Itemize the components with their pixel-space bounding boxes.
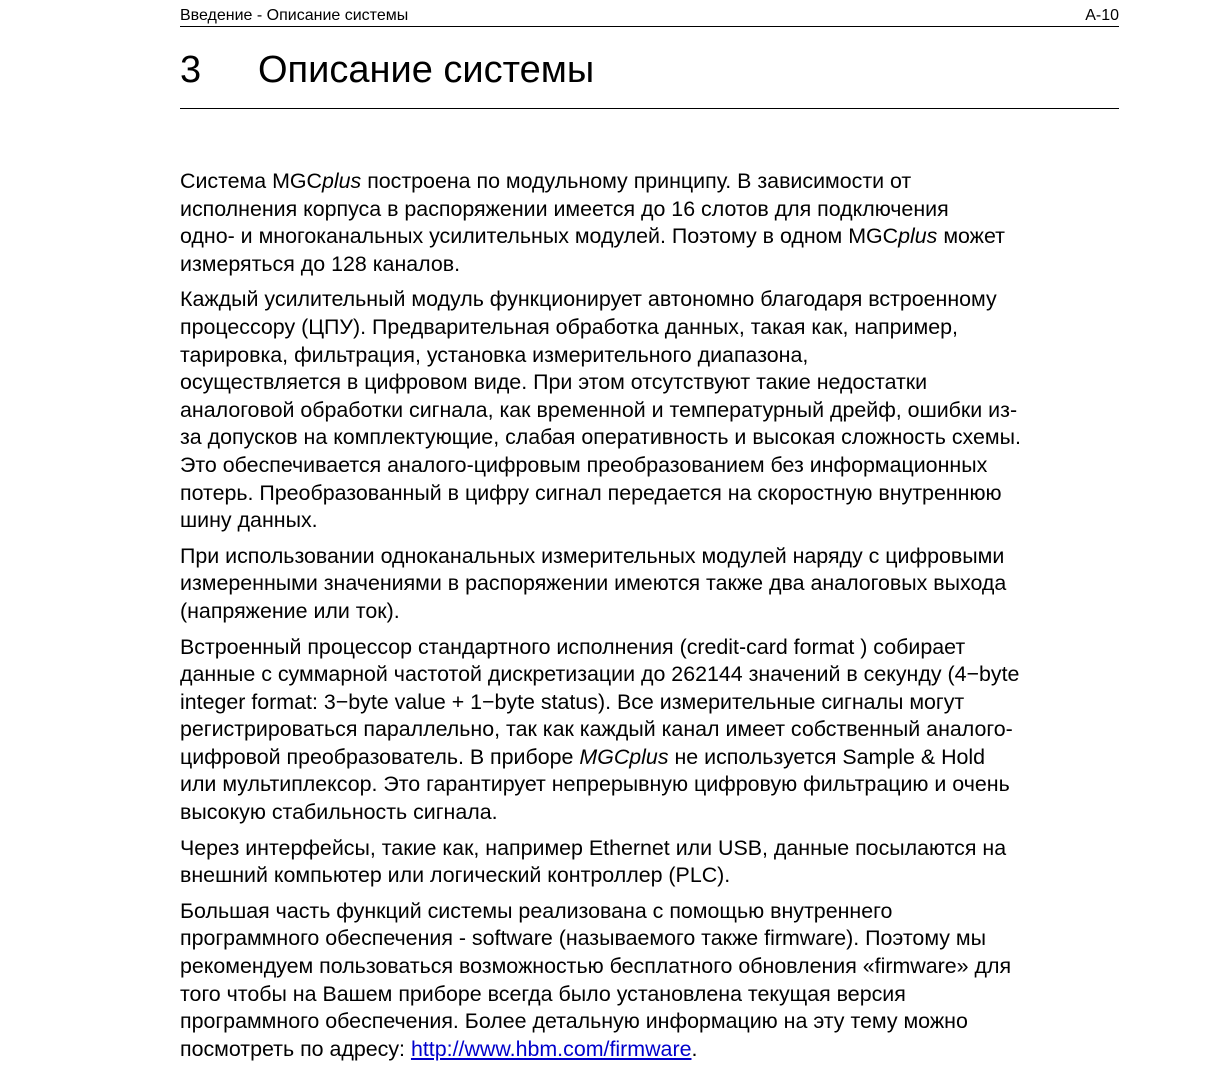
text-line: внешний компьютер или логический контроллер (PLC). <box>180 863 731 888</box>
text-line: высокую стабильность сигнала. <box>180 800 498 825</box>
chapter-title <box>180 44 1119 109</box>
text-line: тарировка, фильтрация, установка измерительного диапазона, <box>180 342 809 367</box>
text-line: Встроенный процессор стандартного исполнения (credit-card format ) собирает <box>180 634 966 659</box>
text-line: Большая часть функций системы реализована с помощью внутреннего <box>180 898 893 923</box>
chapter-title-text: Описание системы <box>258 49 595 91</box>
text-line <box>180 1036 1140 1064</box>
text-segment: построена по модульному принципу. В зависимости от <box>361 169 912 193</box>
paragraph-3 <box>180 543 1140 626</box>
body-text <box>180 168 1140 1071</box>
firmware-link[interactable]: http://www.hbm.com/firmware <box>410 1036 692 1061</box>
paragraph-4 <box>180 634 1140 827</box>
paragraph-6 <box>180 898 1140 1064</box>
text-segment: может <box>937 224 1005 249</box>
page-header <box>180 6 1119 27</box>
chapter-number: 3 <box>180 49 202 91</box>
text-line <box>180 223 1140 251</box>
text-line <box>180 744 1140 772</box>
text-line: измеренными значениями в распоряжении имеются также два аналоговых выхода <box>180 571 1007 596</box>
text-segment: . <box>691 1036 698 1061</box>
paragraph-5 <box>180 835 1140 890</box>
text-line: integer format: 3−byte value + 1−byte status). Все измерительные сигналы могут <box>180 689 965 714</box>
paragraph-1 <box>180 168 1140 278</box>
text-line: программного обеспечения. Более детальную информацию на эту тему можно <box>180 1009 968 1034</box>
text-line: При использовании одноканальных измерительных модулей наряду с цифровыми <box>180 543 1005 568</box>
text-segment-italic: plus <box>322 169 362 193</box>
text-segment: Система MGC <box>180 169 322 193</box>
text-segment: посмотреть по адресу: <box>180 1036 411 1061</box>
text-line: процессору (ЦПУ). Предварительная обработка данных, такая как, например, <box>180 314 958 339</box>
text-line: измеряться до 128 каналов. <box>180 251 461 276</box>
text-segment: цифровой преобразователь. В приборе <box>180 744 580 769</box>
text-line: того чтобы на Вашем приборе всегда было установлена текущая версия <box>180 981 906 1006</box>
text-line: Это обеспечивается аналого-цифровым преобразованием без информационных <box>180 452 988 477</box>
text-segment: не используется Sample & Hold <box>668 744 986 769</box>
text-line <box>180 168 1140 196</box>
text-line: шину данных. <box>180 508 318 533</box>
text-line: осуществляется в цифровом виде. При этом отсутствуют такие недостатки <box>180 370 928 395</box>
text-line: регистрироваться параллельно, так как каждый канал имеет собственный аналого- <box>180 717 1013 742</box>
text-segment-italic: plus <box>898 224 938 249</box>
text-line: исполнения корпуса в распоряжении имеется до 16 слотов для подключения <box>180 196 949 221</box>
text-line: потерь. Преобразованный в цифру сигнал передается на скоростную внутреннюю <box>180 480 1002 505</box>
text-line: Каждый усилительный модуль функционирует автономно благодаря встроенному <box>180 287 997 312</box>
text-segment-italic: MGCplus <box>579 744 669 769</box>
text-line: программного обеспечения - software (называемого также firmware). Поэтому мы <box>180 926 986 951</box>
text-line: Через интерфейсы, такие как, например Ethernet или USB, данные посылаются на <box>180 835 1007 860</box>
text-line: аналоговой обработки сигнала, как временной и температурный дрейф, ошибки из- <box>180 397 1018 422</box>
paragraph-2 <box>180 286 1140 534</box>
text-segment: одно- и многоканальных усилительных модулей. Поэтому в одном MGC <box>180 224 899 249</box>
text-line: (напряжение или ток). <box>180 598 400 623</box>
text-line: или мультиплексор. Это гарантирует непрерывную цифровую фильтрацию и очень <box>180 772 1010 797</box>
header-page-number: A-10 <box>1085 7 1119 24</box>
text-line: данные с суммарной частотой дискретизации до 262144 значений в секунду (4−byte <box>180 662 1020 687</box>
text-line: рекомендуем пользоваться возможностью бесплатного обновления «firmware» для <box>180 954 1012 979</box>
header-section-title: Введение - Описание системы <box>180 7 409 24</box>
text-line: за допусков на комплектующие, слабая оперативность и высокая сложность схемы. <box>180 425 1021 450</box>
